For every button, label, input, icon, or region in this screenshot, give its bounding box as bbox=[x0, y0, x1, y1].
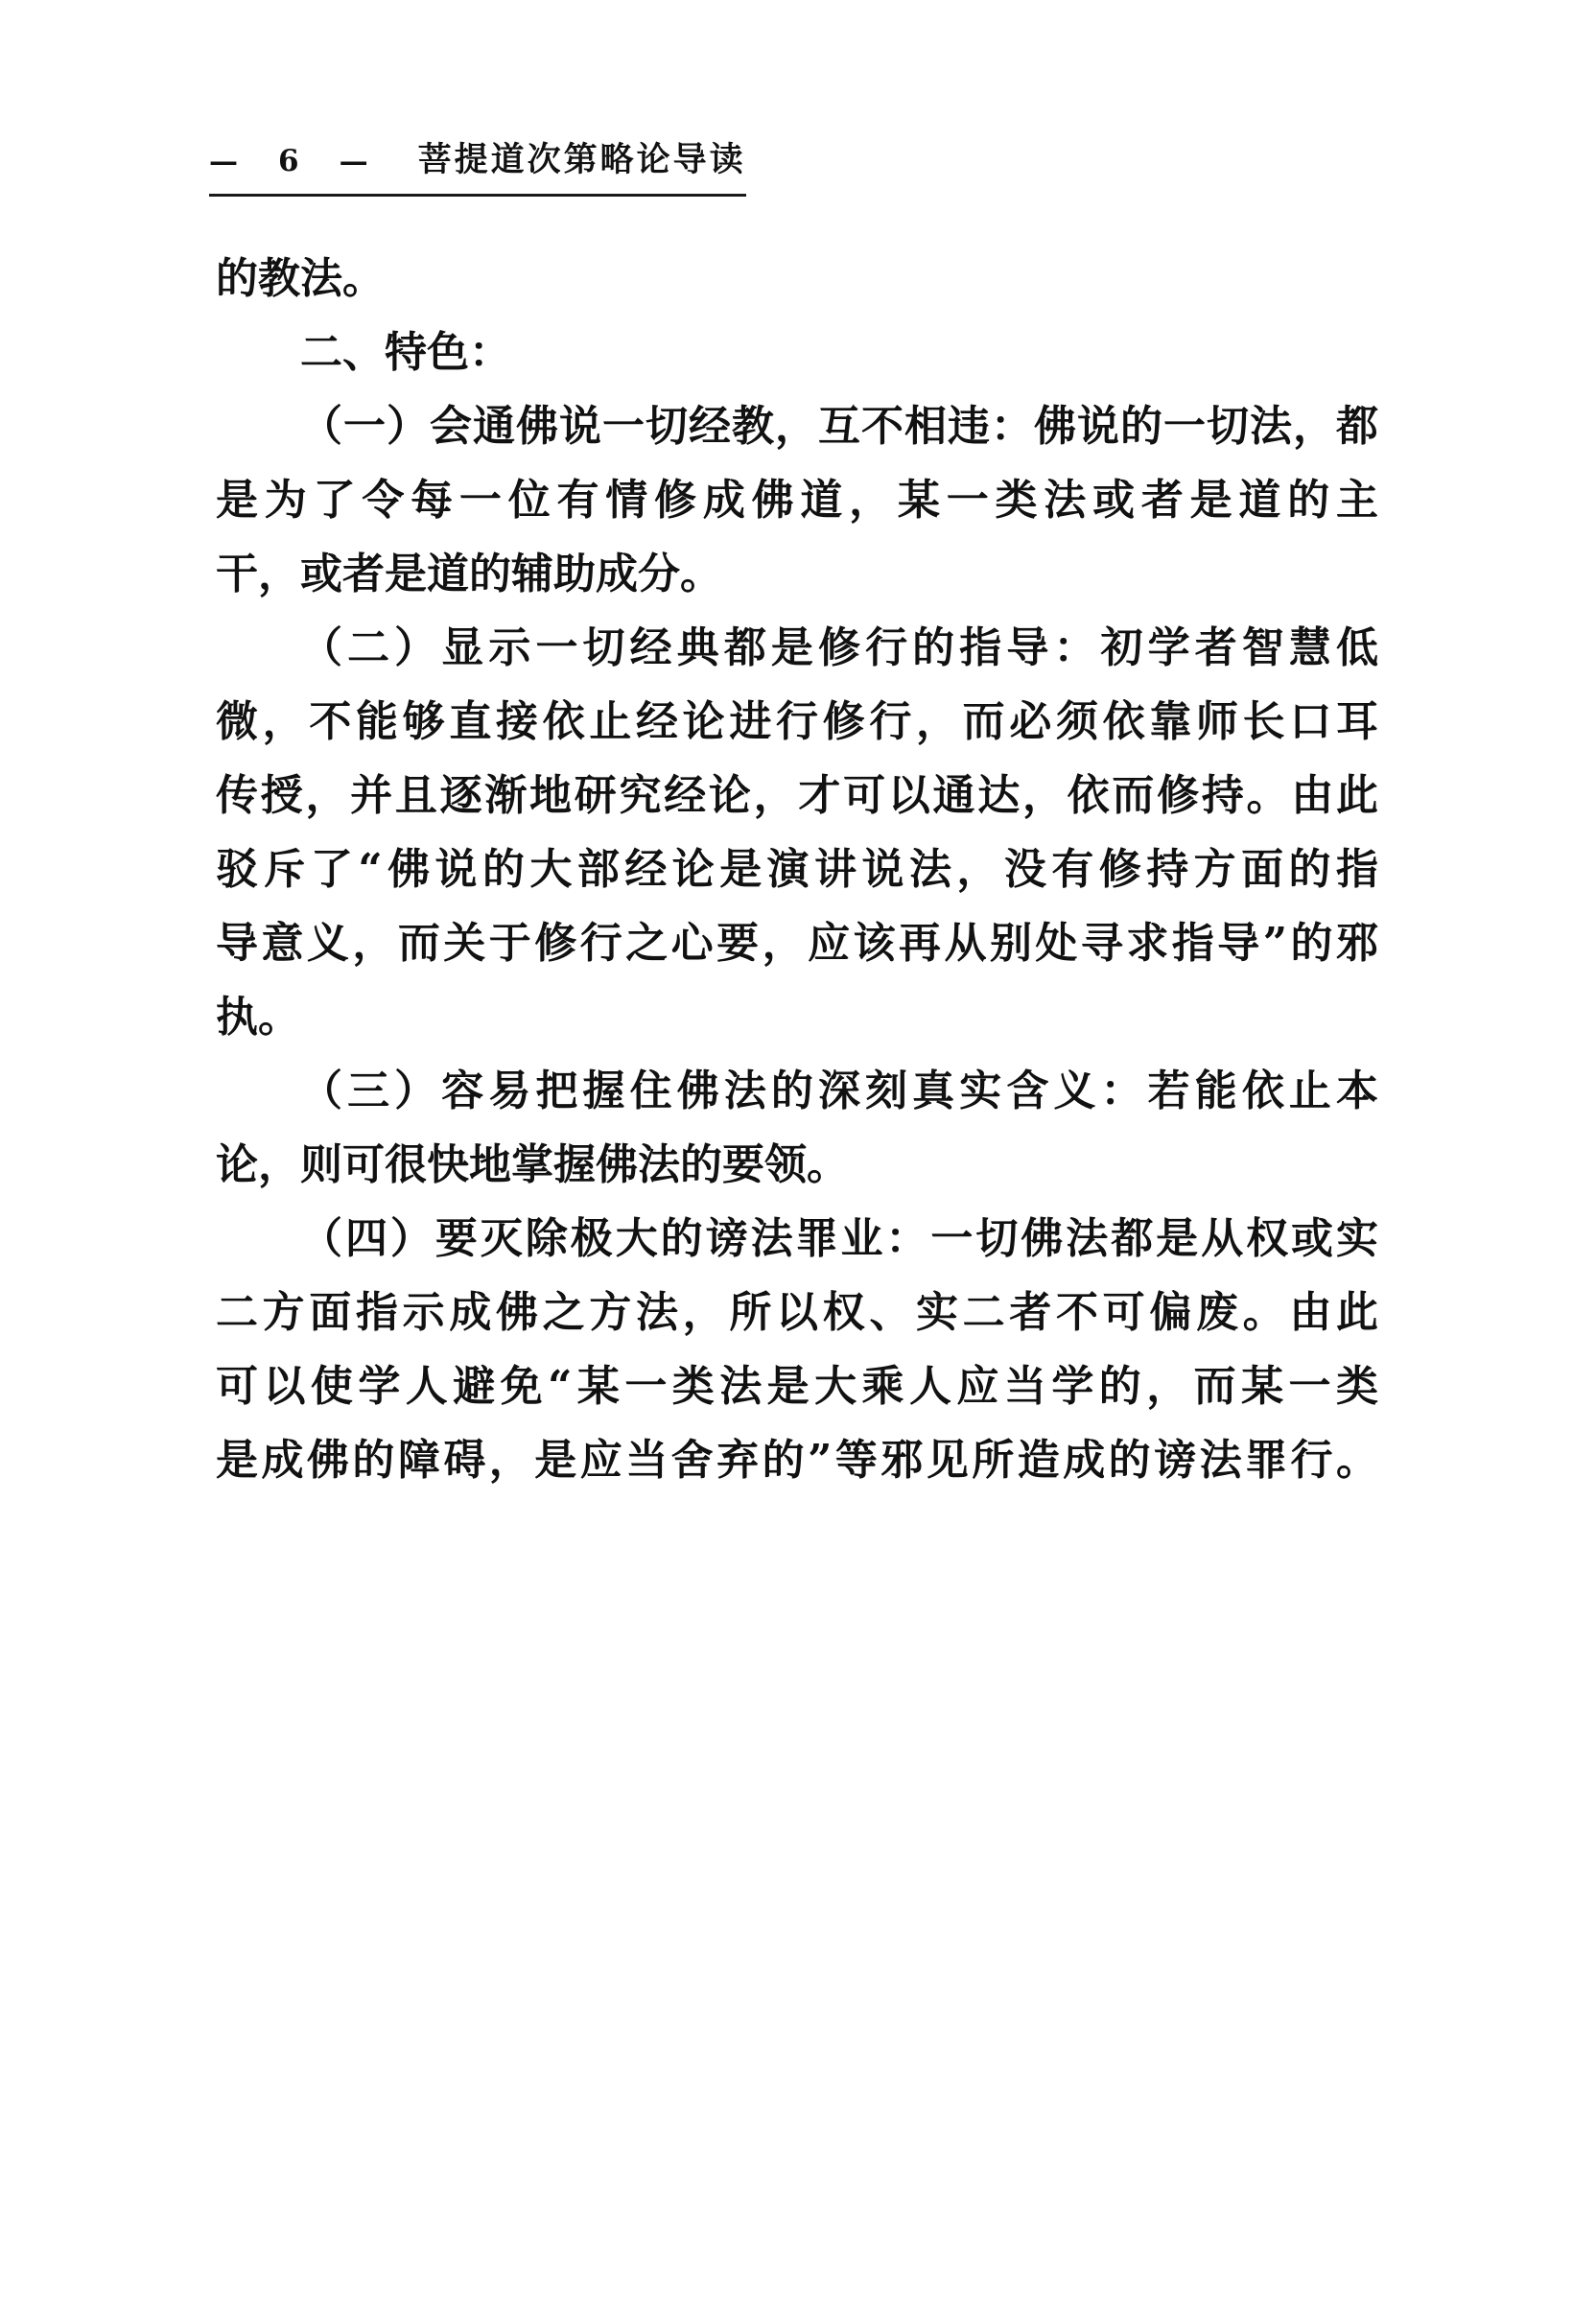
body-text bbox=[216, 242, 1378, 1497]
text-line: 干，或者是道的辅助成分。 bbox=[216, 550, 722, 598]
page-number: 6 bbox=[278, 144, 299, 178]
text-line: 的教法。 bbox=[216, 254, 385, 303]
text-line: 可以使学人避免“某一类法是大乘人应当学的，而某一类 bbox=[216, 1362, 1378, 1411]
text-line: 导意义，而关于修行之心要，应该再从别处寻求指导”的邪 bbox=[216, 919, 1378, 968]
text-line: 传授，并且逐渐地研究经论，才可以通达，依而修持。由此 bbox=[216, 771, 1378, 820]
header-right-dash: — bbox=[339, 145, 368, 178]
text-line: 是成佛的障碍，是应当舍弃的”等邪见所造成的谤法罪行。 bbox=[216, 1436, 1378, 1485]
text-line: 是为了令每一位有情修成佛道，某一类法或者是道的主 bbox=[216, 476, 1378, 525]
text-line: （一）会通佛说一切经教，互不相违：佛说的一切法，都 bbox=[300, 402, 1378, 451]
text-line: （二）显示一切经典都是修行的指导：初学者智慧低 bbox=[300, 623, 1378, 672]
text-line: 执。 bbox=[216, 993, 300, 1042]
text-line: （四）要灭除极大的谤法罪业：一切佛法都是从权或实 bbox=[300, 1214, 1378, 1263]
text-line: 微，不能够直接依止经论进行修行，而必须依靠师长口耳 bbox=[216, 697, 1378, 746]
text-line: 二方面指示成佛之方法，所以权、实二者不可偏废。由此 bbox=[216, 1288, 1378, 1337]
text-line: 驳斥了“佛说的大部经论是演讲说法，没有修持方面的指 bbox=[216, 845, 1378, 894]
text-line: 论，则可很快地掌握佛法的要领。 bbox=[216, 1140, 849, 1189]
book-title: 菩提道次第略论导读 bbox=[417, 140, 746, 179]
header-left-dash: — bbox=[209, 145, 238, 178]
running-header bbox=[209, 142, 746, 197]
text-line: 二、特色： bbox=[300, 328, 511, 377]
text-line: （三）容易把握住佛法的深刻真实含义：若能依止本 bbox=[300, 1067, 1378, 1115]
